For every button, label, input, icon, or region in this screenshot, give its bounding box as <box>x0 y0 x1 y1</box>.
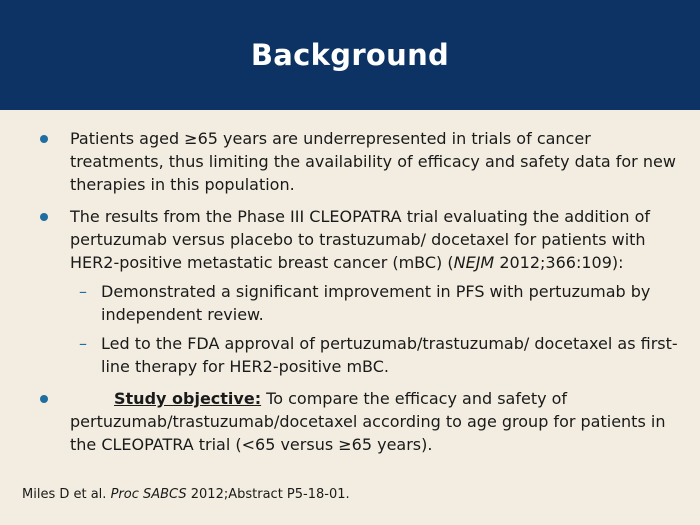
bullet-dot-icon <box>40 213 48 221</box>
citation-details: 2012;Abstract P5-18-01. <box>186 487 350 502</box>
sub-bullet-pfs <box>40 280 680 326</box>
bullet-text: Patients aged ≥65 years are underrepresented in trials of cancer treatments, thus limiting the availability of efficacy and safety data for new therapies in this population. <box>70 129 676 194</box>
objective-text: To compare the efficacy and safety of pertuzumab/trastuzumab/docetaxel according to age group for patients in the CLEOPATRA trial (<65 versus ≥65 years). <box>70 389 666 454</box>
bullet-dot-icon <box>40 395 48 403</box>
bullet-text <box>70 389 665 454</box>
bullet-text-part: The results from the Phase III CLEOPATRA trial evaluating the addition of pertuzumab versus placebo to trastuzumab/ docetaxel for patients with HER2-positive metastatic breast cancer (mBC) ( <box>70 207 650 272</box>
citation-source: Proc SABCS <box>110 487 187 502</box>
bullet-list <box>40 127 680 465</box>
bullet-item-study-objective <box>40 387 680 456</box>
sub-bullet-text: Led to the FDA approval of pertuzumab/trastuzumab/ docetaxel as first-line therapy for HER2-positive mBC. <box>101 334 678 376</box>
citation-footnote <box>22 487 350 502</box>
slide-title: Background <box>250 38 450 72</box>
bullet-text <box>70 207 650 272</box>
bullet-dot-icon <box>40 135 48 143</box>
title-bar <box>0 0 700 110</box>
sub-bullet-text: Demonstrated a significant improvement in PFS with pertuzumab by independent review. <box>101 282 651 324</box>
bullet-text-part: 2012;366:109): <box>494 253 624 272</box>
dash-icon: – <box>79 334 87 353</box>
sub-bullet-fda <box>40 332 680 378</box>
citation-authors: Miles D et al. <box>22 487 111 502</box>
bullet-item-underrepresentation <box>40 127 680 196</box>
dash-icon: – <box>79 282 87 301</box>
journal-name: NEJM <box>453 253 495 272</box>
bullet-item-cleopatra-results <box>40 205 680 378</box>
objective-label: Study objective: <box>114 389 262 408</box>
